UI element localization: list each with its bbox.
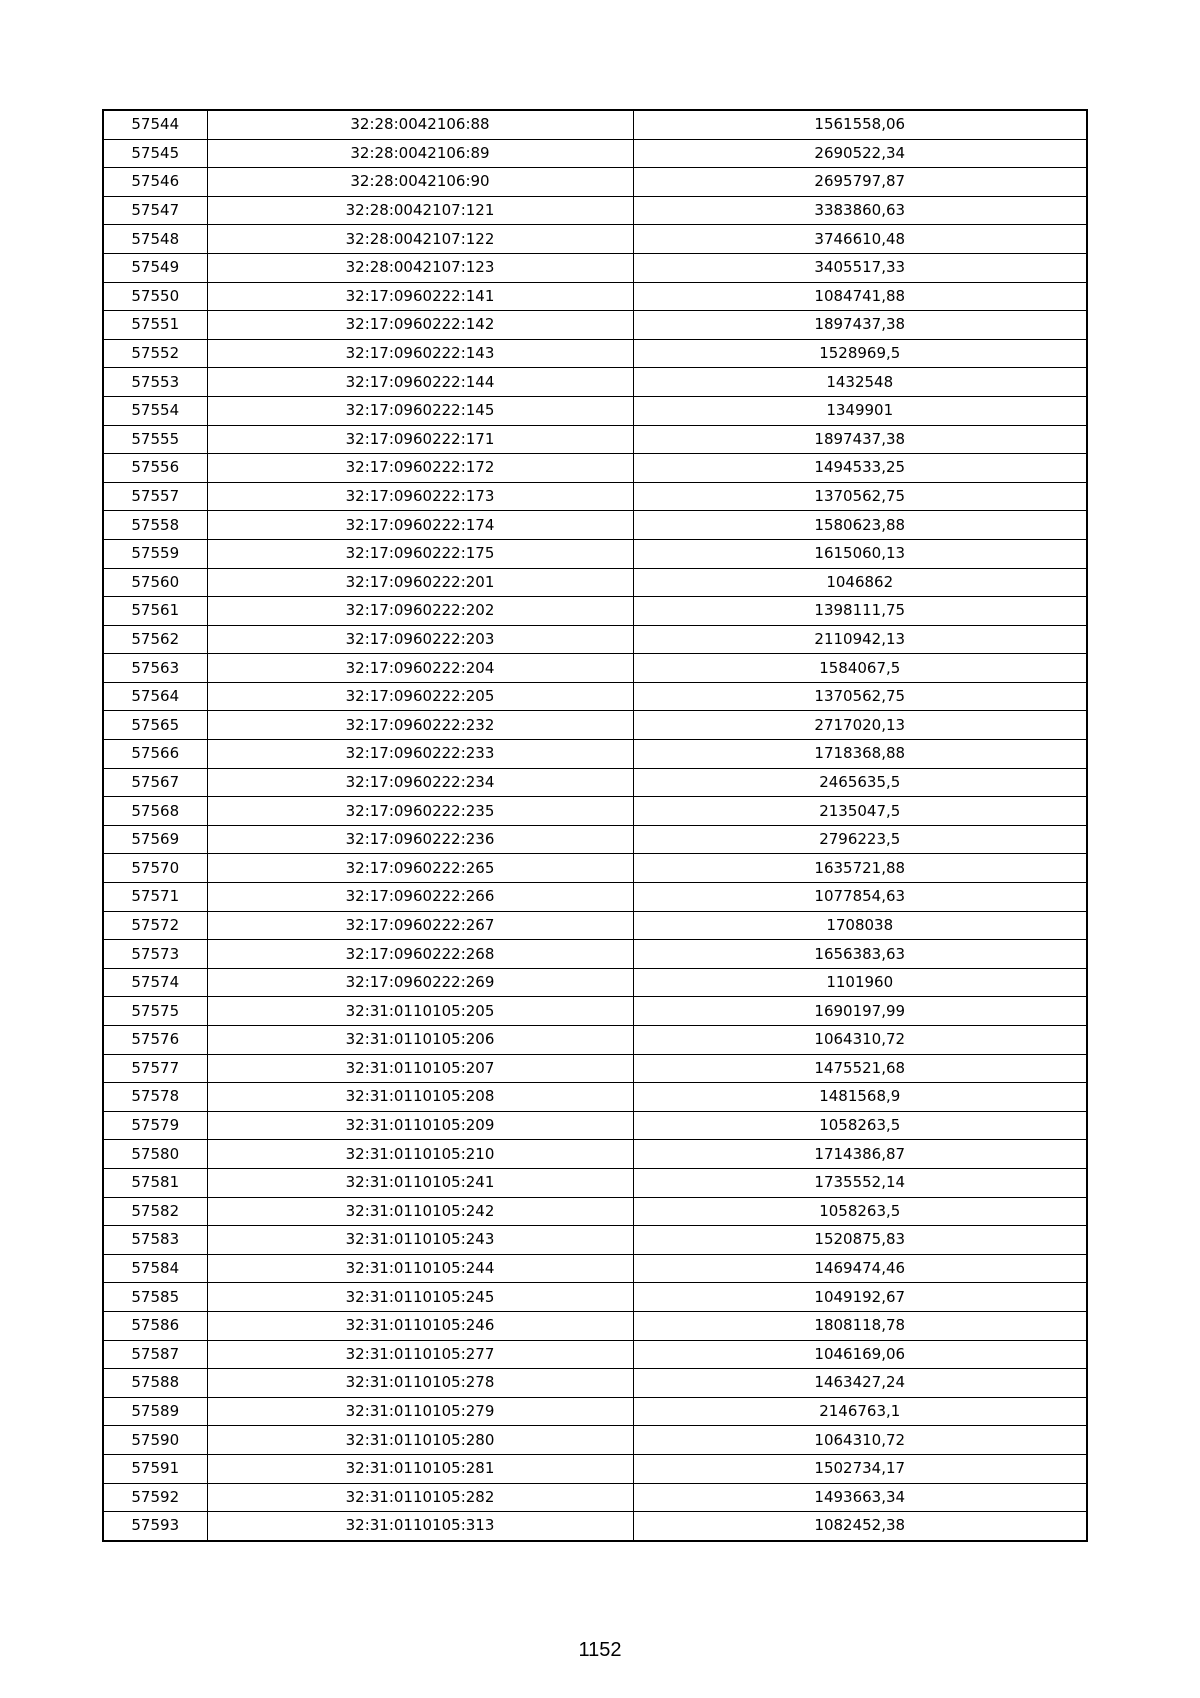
cadastral-number-cell: 32:28:0042107:122 (207, 225, 633, 254)
row-number-cell: 57569 (103, 825, 207, 854)
cadastral-number-cell: 32:17:0960222:235 (207, 797, 633, 826)
row-number-cell: 57588 (103, 1369, 207, 1398)
table-row (103, 253, 1087, 282)
row-number-cell: 57590 (103, 1426, 207, 1455)
row-number-cell: 57579 (103, 1111, 207, 1140)
cadastral-number-cell: 32:17:0960222:234 (207, 768, 633, 797)
page-number: 1152 (578, 1639, 622, 1661)
cadastral-number-cell: 32:17:0960222:201 (207, 568, 633, 597)
row-number-cell: 57572 (103, 911, 207, 940)
cadastral-number-cell: 32:31:0110105:242 (207, 1197, 633, 1226)
cadastral-value-cell: 1349901 (633, 396, 1087, 425)
cadastral-number-cell: 32:17:0960222:172 (207, 454, 633, 483)
table-row (103, 711, 1087, 740)
cadastral-value-cell: 1064310,72 (633, 1426, 1087, 1455)
row-number-cell: 57576 (103, 1026, 207, 1055)
cadastral-number-cell: 32:31:0110105:281 (207, 1454, 633, 1483)
cadastral-number-cell: 32:31:0110105:246 (207, 1311, 633, 1340)
row-number-cell: 57555 (103, 425, 207, 454)
cadastral-number-cell: 32:31:0110105:277 (207, 1340, 633, 1369)
row-number-cell: 57559 (103, 539, 207, 568)
cadastral-number-cell: 32:31:0110105:279 (207, 1397, 633, 1426)
cadastral-value-cell: 2796223,5 (633, 825, 1087, 854)
row-number-cell: 57584 (103, 1254, 207, 1283)
table-row (103, 768, 1087, 797)
table-row (103, 597, 1087, 626)
row-number-cell: 57573 (103, 940, 207, 969)
cadastral-number-cell: 32:17:0960222:171 (207, 425, 633, 454)
cadastral-value-cell: 1897437,38 (633, 425, 1087, 454)
cadastral-value-cell: 2110942,13 (633, 625, 1087, 654)
cadastral-value-cell: 2695797,87 (633, 168, 1087, 197)
table-row (103, 1426, 1087, 1455)
cadastral-number-cell: 32:17:0960222:268 (207, 940, 633, 969)
table-row (103, 1311, 1087, 1340)
table-row (103, 168, 1087, 197)
cadastral-value-table (102, 109, 1088, 1542)
cadastral-value-cell: 1469474,46 (633, 1254, 1087, 1283)
row-number-cell: 57581 (103, 1168, 207, 1197)
cadastral-value-cell: 1370562,75 (633, 482, 1087, 511)
table-row (103, 854, 1087, 883)
cadastral-number-cell: 32:17:0960222:142 (207, 311, 633, 340)
cadastral-value-cell: 1584067,5 (633, 654, 1087, 683)
row-number-cell: 57583 (103, 1226, 207, 1255)
table-row (103, 110, 1087, 139)
cadastral-number-cell: 32:28:0042107:121 (207, 196, 633, 225)
row-number-cell: 57591 (103, 1454, 207, 1483)
table-row (103, 368, 1087, 397)
cadastral-value-cell: 1475521,68 (633, 1054, 1087, 1083)
row-number-cell: 57580 (103, 1140, 207, 1169)
table-row (103, 625, 1087, 654)
table-row (103, 1083, 1087, 1112)
cadastral-number-cell: 32:17:0960222:204 (207, 654, 633, 683)
cadastral-value-cell: 1398111,75 (633, 597, 1087, 626)
cadastral-value-cell: 2717020,13 (633, 711, 1087, 740)
table-row (103, 1483, 1087, 1512)
cadastral-number-cell: 32:28:0042107:123 (207, 253, 633, 282)
cadastral-value-cell: 1528969,5 (633, 339, 1087, 368)
table-row (103, 940, 1087, 969)
cadastral-number-cell: 32:31:0110105:244 (207, 1254, 633, 1283)
cadastral-number-cell: 32:31:0110105:206 (207, 1026, 633, 1055)
cadastral-value-cell: 2146763,1 (633, 1397, 1087, 1426)
table-row (103, 997, 1087, 1026)
cadastral-number-cell: 32:31:0110105:280 (207, 1426, 633, 1455)
table-row (103, 825, 1087, 854)
row-number-cell: 57550 (103, 282, 207, 311)
cadastral-value-cell: 1635721,88 (633, 854, 1087, 883)
cadastral-value-cell: 1493663,34 (633, 1483, 1087, 1512)
cadastral-number-cell: 32:17:0960222:233 (207, 740, 633, 769)
table-row (103, 1254, 1087, 1283)
row-number-cell: 57562 (103, 625, 207, 654)
cadastral-number-cell: 32:31:0110105:205 (207, 997, 633, 1026)
row-number-cell: 57554 (103, 396, 207, 425)
cadastral-number-cell: 32:31:0110105:313 (207, 1512, 633, 1541)
row-number-cell: 57548 (103, 225, 207, 254)
cadastral-number-cell: 32:31:0110105:282 (207, 1483, 633, 1512)
table-row (103, 396, 1087, 425)
cadastral-value-cell: 1561558,06 (633, 110, 1087, 139)
row-number-cell: 57568 (103, 797, 207, 826)
cadastral-value-cell: 1049192,67 (633, 1283, 1087, 1312)
cadastral-value-cell: 1481568,9 (633, 1083, 1087, 1112)
row-number-cell: 57549 (103, 253, 207, 282)
table-row (103, 1140, 1087, 1169)
cadastral-number-cell: 32:17:0960222:141 (207, 282, 633, 311)
row-number-cell: 57552 (103, 339, 207, 368)
table-row (103, 225, 1087, 254)
row-number-cell: 57587 (103, 1340, 207, 1369)
table-row (103, 1197, 1087, 1226)
table-row (103, 196, 1087, 225)
table-row (103, 1226, 1087, 1255)
cadastral-value-cell: 1370562,75 (633, 682, 1087, 711)
table-row (103, 568, 1087, 597)
cadastral-number-cell: 32:17:0960222:265 (207, 854, 633, 883)
row-number-cell: 57558 (103, 511, 207, 540)
cadastral-value-cell: 1077854,63 (633, 883, 1087, 912)
row-number-cell: 57585 (103, 1283, 207, 1312)
row-number-cell: 57575 (103, 997, 207, 1026)
cadastral-value-cell: 1690197,99 (633, 997, 1087, 1026)
cadastral-number-cell: 32:31:0110105:210 (207, 1140, 633, 1169)
table-row (103, 511, 1087, 540)
row-number-cell: 57557 (103, 482, 207, 511)
table-row (103, 1054, 1087, 1083)
cadastral-number-cell: 32:17:0960222:145 (207, 396, 633, 425)
cadastral-value-cell: 1046169,06 (633, 1340, 1087, 1369)
table-body (103, 110, 1087, 1541)
cadastral-number-cell: 32:31:0110105:209 (207, 1111, 633, 1140)
cadastral-number-cell: 32:17:0960222:144 (207, 368, 633, 397)
table-row (103, 883, 1087, 912)
cadastral-value-cell: 1520875,83 (633, 1226, 1087, 1255)
cadastral-value-cell: 1463427,24 (633, 1369, 1087, 1398)
cadastral-number-cell: 32:31:0110105:241 (207, 1168, 633, 1197)
row-number-cell: 57545 (103, 139, 207, 168)
row-number-cell: 57589 (103, 1397, 207, 1426)
cadastral-number-cell: 32:31:0110105:208 (207, 1083, 633, 1112)
table-row (103, 454, 1087, 483)
cadastral-value-cell: 1718368,88 (633, 740, 1087, 769)
row-number-cell: 57547 (103, 196, 207, 225)
cadastral-value-cell: 1082452,38 (633, 1512, 1087, 1541)
row-number-cell: 57551 (103, 311, 207, 340)
cadastral-value-cell: 1432548 (633, 368, 1087, 397)
table-row (103, 911, 1087, 940)
cadastral-value-cell: 3746610,48 (633, 225, 1087, 254)
row-number-cell: 57582 (103, 1197, 207, 1226)
table-row (103, 968, 1087, 997)
cadastral-number-cell: 32:31:0110105:278 (207, 1369, 633, 1398)
row-number-cell: 57586 (103, 1311, 207, 1340)
cadastral-value-cell: 1084741,88 (633, 282, 1087, 311)
row-number-cell: 57566 (103, 740, 207, 769)
table-row (103, 682, 1087, 711)
table-row (103, 139, 1087, 168)
table-row (103, 311, 1087, 340)
table-row (103, 1026, 1087, 1055)
cadastral-value-cell: 1897437,38 (633, 311, 1087, 340)
cadastral-number-cell: 32:31:0110105:207 (207, 1054, 633, 1083)
table-row (103, 1369, 1087, 1398)
cadastral-value-cell: 1808118,78 (633, 1311, 1087, 1340)
cadastral-value-cell: 1101960 (633, 968, 1087, 997)
cadastral-value-cell: 1058263,5 (633, 1197, 1087, 1226)
row-number-cell: 57574 (103, 968, 207, 997)
table-row (103, 1111, 1087, 1140)
table-row (103, 425, 1087, 454)
cadastral-number-cell: 32:17:0960222:175 (207, 539, 633, 568)
row-number-cell: 57577 (103, 1054, 207, 1083)
cadastral-value-cell: 1580623,88 (633, 511, 1087, 540)
table-row (103, 1168, 1087, 1197)
cadastral-value-cell: 2465635,5 (633, 768, 1087, 797)
cadastral-number-cell: 32:17:0960222:267 (207, 911, 633, 940)
row-number-cell: 57564 (103, 682, 207, 711)
cadastral-value-cell: 1064310,72 (633, 1026, 1087, 1055)
row-number-cell: 57570 (103, 854, 207, 883)
cadastral-number-cell: 32:17:0960222:202 (207, 597, 633, 626)
cadastral-number-cell: 32:17:0960222:174 (207, 511, 633, 540)
cadastral-value-cell: 1708038 (633, 911, 1087, 940)
table-row (103, 797, 1087, 826)
cadastral-number-cell: 32:17:0960222:266 (207, 883, 633, 912)
table-row (103, 1512, 1087, 1541)
table-row (103, 539, 1087, 568)
cadastral-number-cell: 32:31:0110105:243 (207, 1226, 633, 1255)
table-row (103, 1283, 1087, 1312)
cadastral-value-cell: 1615060,13 (633, 539, 1087, 568)
table-row (103, 1454, 1087, 1483)
cadastral-number-cell: 32:28:0042106:90 (207, 168, 633, 197)
row-number-cell: 57560 (103, 568, 207, 597)
table-row (103, 339, 1087, 368)
row-number-cell: 57556 (103, 454, 207, 483)
cadastral-value-cell: 1656383,63 (633, 940, 1087, 969)
table-row (103, 282, 1087, 311)
table-row (103, 1340, 1087, 1369)
cadastral-number-cell: 32:17:0960222:203 (207, 625, 633, 654)
row-number-cell: 57578 (103, 1083, 207, 1112)
table-row (103, 1397, 1087, 1426)
table-row (103, 740, 1087, 769)
cadastral-value-cell: 3405517,33 (633, 253, 1087, 282)
cadastral-number-cell: 32:28:0042106:89 (207, 139, 633, 168)
cadastral-number-cell: 32:17:0960222:173 (207, 482, 633, 511)
table-row (103, 482, 1087, 511)
row-number-cell: 57563 (103, 654, 207, 683)
cadastral-value-cell: 1735552,14 (633, 1168, 1087, 1197)
cadastral-value-cell: 1046862 (633, 568, 1087, 597)
row-number-cell: 57544 (103, 110, 207, 139)
cadastral-value-cell: 2135047,5 (633, 797, 1087, 826)
cadastral-number-cell: 32:28:0042106:88 (207, 110, 633, 139)
cadastral-number-cell: 32:31:0110105:245 (207, 1283, 633, 1312)
cadastral-number-cell: 32:17:0960222:232 (207, 711, 633, 740)
cadastral-number-cell: 32:17:0960222:236 (207, 825, 633, 854)
cadastral-value-cell: 1494533,25 (633, 454, 1087, 483)
cadastral-value-cell: 3383860,63 (633, 196, 1087, 225)
cadastral-value-cell: 1502734,17 (633, 1454, 1087, 1483)
row-number-cell: 57593 (103, 1512, 207, 1541)
cadastral-value-cell: 1058263,5 (633, 1111, 1087, 1140)
cadastral-number-cell: 32:17:0960222:269 (207, 968, 633, 997)
row-number-cell: 57592 (103, 1483, 207, 1512)
cadastral-value-cell: 2690522,34 (633, 139, 1087, 168)
table-row (103, 654, 1087, 683)
row-number-cell: 57565 (103, 711, 207, 740)
row-number-cell: 57567 (103, 768, 207, 797)
row-number-cell: 57553 (103, 368, 207, 397)
cadastral-value-cell: 1714386,87 (633, 1140, 1087, 1169)
row-number-cell: 57561 (103, 597, 207, 626)
row-number-cell: 57571 (103, 883, 207, 912)
row-number-cell: 57546 (103, 168, 207, 197)
cadastral-number-cell: 32:17:0960222:205 (207, 682, 633, 711)
cadastral-number-cell: 32:17:0960222:143 (207, 339, 633, 368)
